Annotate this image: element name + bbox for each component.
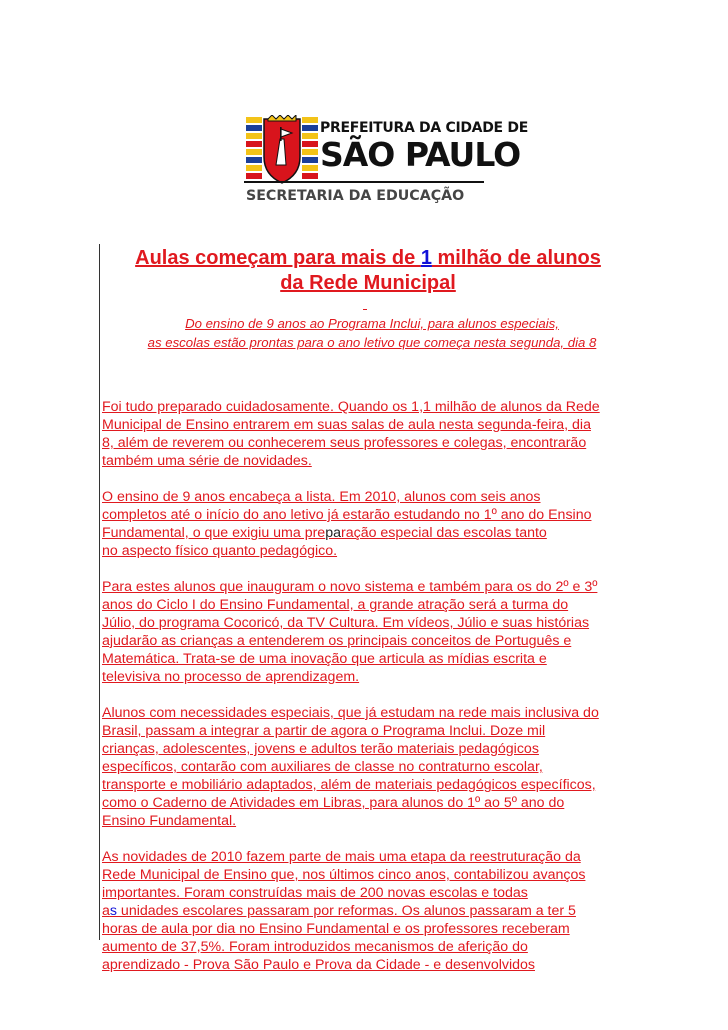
paragraph-line: 8, além de reverem ou conhecerem seus professores e colegas, encontrarão [102, 435, 587, 451]
text-segment: unidades escolares passaram por reformas. Os alunos passaram a ter 5 [116, 903, 576, 919]
small-dash-mark [363, 309, 367, 310]
paragraph-line: Foi tudo preparado cuidadosamente. Quando os 1,1 milhão de alunos da Rede [102, 399, 600, 415]
headline [102, 246, 634, 296]
sao-paulo-crest-icon [246, 115, 318, 187]
paragraph-line: As novidades de 2010 fazem parte de mais uma etapa da reestruturação da [102, 849, 581, 865]
text-segment: ração especial das escolas tanto [340, 525, 547, 541]
logo-divider [244, 181, 484, 183]
subtitle-line2: as escolas estão prontas para o ano letivo que começa nesta segunda, dia 8 [147, 335, 597, 350]
logo-title-line1: PREFEITURA DA CIDADE DE [320, 120, 528, 136]
paragraph-line: ajudarão as crianças a entenderem os principais conceitos de Português e [102, 633, 572, 649]
paragraph-line: Matemática. Trata-se de uma inovação que articula as mídias escrita e [102, 651, 547, 667]
paragraph-line: televisiva no processo de aprendizagem. [102, 669, 360, 685]
paragraph-line: horas de aula por dia no Ensino Fundamental e os professores receberam [102, 921, 570, 937]
paragraph-line: também uma série de novidades. [102, 453, 312, 469]
text-segment: a [102, 903, 110, 919]
paragraph-line: aprendizado - Prova São Paulo e Prova da Cidade - e desenvolvidos [102, 957, 535, 973]
headline-line2: da Rede Municipal [280, 272, 456, 294]
paragraph-line: Alunos com necessidades especiais, que já estudam na rede mais inclusiva do [102, 705, 599, 721]
paragraph-line: transporte e mobiliário adaptados, além de materiais pedagógicos específicos, [102, 777, 596, 793]
headline-part1: Aulas começam para mais de [135, 247, 421, 269]
text-segment-blue: s [109, 903, 117, 919]
subtitle-line1: Do ensino de 9 anos ao Programa Inclui, para alunos especiais, [185, 316, 559, 331]
paragraph-line: Júlio, do programa Cocoricó, da TV Cultura. Em vídeos, Júlio e suas histórias [102, 615, 590, 631]
paragraph-line [102, 524, 662, 542]
subtitle [102, 314, 642, 352]
paragraph-line: como o Caderno de Atividades em Libras, para alunos do 1º ao 5º ano do [102, 795, 565, 811]
paragraph-line: Municipal de Ensino entrarem em suas salas de aula nesta segunda-feira, dia [102, 417, 591, 433]
paragraph-line: Brasil, passam a integrar a partir de agora o Programa Inclui. Doze mil [102, 723, 546, 739]
paragraph-line: importantes. Foram construídas mais de 200 novas escolas e todas [102, 885, 528, 901]
paragraph-5 [102, 848, 662, 974]
paragraph-line: específicos, contarão com auxiliares de classe no contraturno escolar, [102, 759, 543, 775]
paragraph-line: Para estes alunos que inauguram o novo sistema e também para os do 2º e 3º [102, 579, 598, 595]
paragraph-line: no aspecto físico quanto pedagógico. [102, 543, 338, 559]
headline-part2: milhão de alunos [431, 247, 601, 269]
paragraph-line [102, 902, 662, 920]
paragraph-line: completos até o início do ano letivo já estarão estudando no 1º ano do Ensino [102, 507, 592, 523]
text-segment-dark: pa [325, 525, 341, 541]
logo-title-line2: SÃO PAULO [320, 135, 521, 174]
prefeitura-logo [244, 113, 528, 209]
paragraph-line: Ensino Fundamental. [102, 813, 237, 829]
paragraph-line: Rede Municipal de Ensino que, nos últimos cinco anos, contabilizou avanços [102, 867, 586, 883]
logo-subtitle: SECRETARIA DA EDUCAÇÃO [246, 188, 465, 204]
text-segment: Fundamental, o que exigiu uma pre [102, 525, 326, 541]
paragraph-line: O ensino de 9 anos encabeça a lista. Em 2010, alunos com seis anos [102, 489, 541, 505]
document-margin-line [99, 244, 100, 940]
paragraph-line: crianças, adolescentes, jovens e adultos terão materiais pedagógicos [102, 741, 539, 757]
headline-number: 1 [420, 247, 432, 269]
paragraph-4 [102, 704, 662, 830]
paragraph-line: anos do Ciclo I do Ensino Fundamental, a grande atração será a turma do [102, 597, 569, 613]
paragraph-2 [102, 488, 662, 560]
paragraph-line: aumento de 37,5%. Foram introduzidos mecanismos de aferição do [102, 939, 528, 955]
paragraph-1 [102, 398, 662, 470]
article-body [102, 398, 662, 992]
paragraph-3 [102, 578, 662, 686]
